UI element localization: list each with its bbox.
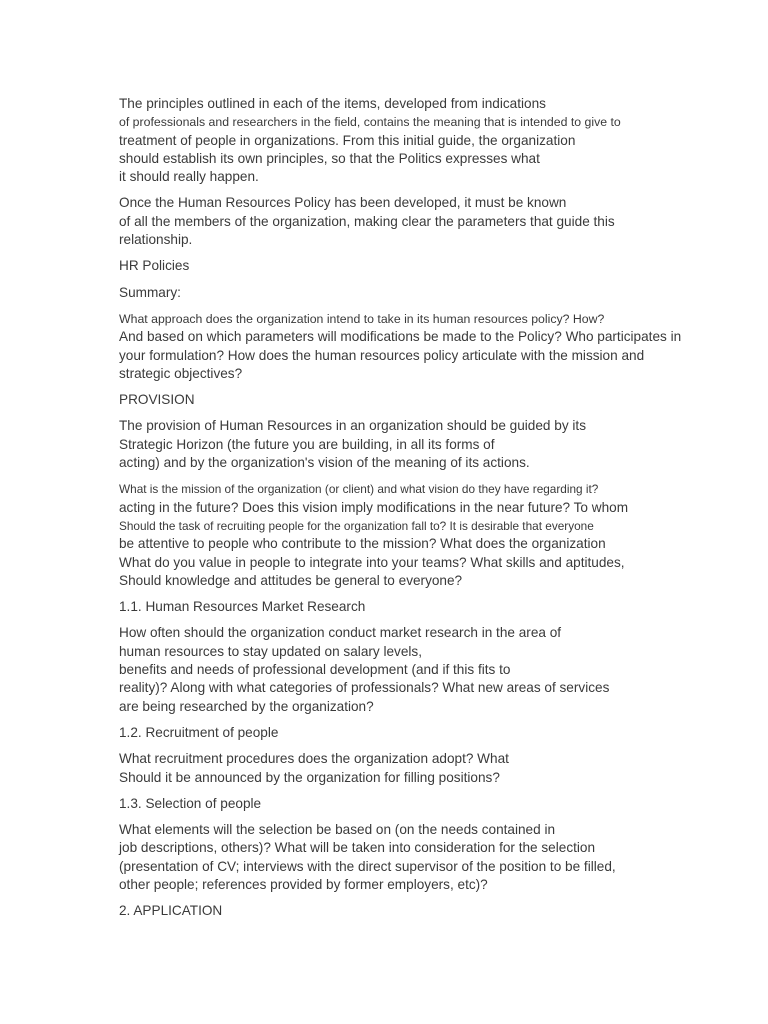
text-line: And based on which parameters will modifications be made to the Policy? Who participates in	[119, 329, 682, 345]
text-line: reality)? Along with what categories of professionals? What new areas of services	[119, 680, 610, 696]
text-line: 1.1. Human Resources Market Research	[119, 599, 366, 615]
text-line: be attentive to people who contribute to the mission? What does the organization	[119, 536, 606, 552]
text-line: Summary:	[119, 284, 181, 300]
text-line: PROVISION	[119, 392, 195, 408]
paragraph	[119, 95, 719, 186]
section-heading	[119, 598, 719, 616]
paragraph	[119, 624, 719, 715]
paragraph	[119, 417, 719, 472]
text-line: 2. APPLICATION	[119, 903, 223, 919]
section-heading	[119, 724, 719, 742]
text-line: treatment of people in organizations. From this initial guide, the organization	[119, 132, 576, 148]
text-line: Should it be announced by the organization for filling positions?	[119, 769, 500, 785]
text-line: What is the mission of the organization (or client) and what vision do they have regarding it?	[119, 482, 599, 497]
text-line: are being researched by the organization?	[119, 698, 374, 714]
text-line: acting in the future? Does this vision imply modifications in the near future? To whom	[119, 499, 629, 515]
text-line: What recruitment procedures does the organization adopt? What	[119, 751, 509, 767]
paragraph	[119, 194, 719, 249]
paragraph	[119, 480, 719, 590]
text-line: strategic objectives?	[119, 365, 243, 381]
paragraph	[119, 821, 719, 894]
text-line: (presentation of CV; interviews with the direct supervisor of the position to be filled,	[119, 858, 616, 874]
text-line: benefits and needs of professional development (and if this fits to	[119, 662, 511, 678]
text-line: Should knowledge and attitudes be general to everyone?	[119, 572, 463, 588]
text-line: it should really happen.	[119, 169, 259, 185]
text-line: What approach does the organization intend to take in its human resources policy? How?	[119, 311, 605, 326]
text-line: 1.2. Recruitment of people	[119, 724, 279, 740]
document-page	[119, 95, 719, 929]
text-line: your formulation? How does the human resources policy articulate with the mission and	[119, 347, 645, 363]
section-heading	[119, 257, 719, 275]
text-line: relationship.	[119, 232, 193, 248]
section-heading	[119, 391, 719, 409]
text-line: should establish its own principles, so that the Politics expresses what	[119, 150, 540, 166]
text-line: What elements will the selection be based on (on the needs contained in	[119, 822, 556, 838]
text-line: The principles outlined in each of the items, developed from indications	[119, 96, 546, 111]
text-line: Should the task of recruiting people for the organization fall to? It is desirable that everyone	[119, 518, 594, 533]
text-line: What do you value in people to integrate into your teams? What skills and aptitudes,	[119, 554, 625, 570]
section-heading	[119, 902, 719, 920]
text-line: human resources to stay updated on salary levels,	[119, 643, 423, 659]
text-line: other people; references provided by former employers, etc)?	[119, 876, 488, 892]
text-line: acting) and by the organization's vision of the meaning of its actions.	[119, 455, 530, 471]
text-line: of professionals and researchers in the field, contains the meaning that is intended to give to	[119, 115, 621, 130]
text-line: HR Policies	[119, 258, 190, 274]
text-line: Once the Human Resources Policy has been developed, it must be known	[119, 195, 567, 211]
text-line: job descriptions, others)? What will be taken into consideration for the selection	[119, 840, 596, 856]
text-line: of all the members of the organization, making clear the parameters that guide this	[119, 213, 615, 229]
section-heading	[119, 284, 719, 302]
text-line: 1.3. Selection of people	[119, 795, 262, 811]
paragraph	[119, 750, 719, 787]
text-line: Strategic Horizon (the future you are building, in all its forms of	[119, 436, 495, 452]
text-line: The provision of Human Resources in an organization should be guided by its	[119, 418, 586, 434]
text-line: How often should the organization conduct market research in the area of	[119, 625, 562, 641]
section-heading	[119, 795, 719, 813]
paragraph	[119, 310, 719, 383]
